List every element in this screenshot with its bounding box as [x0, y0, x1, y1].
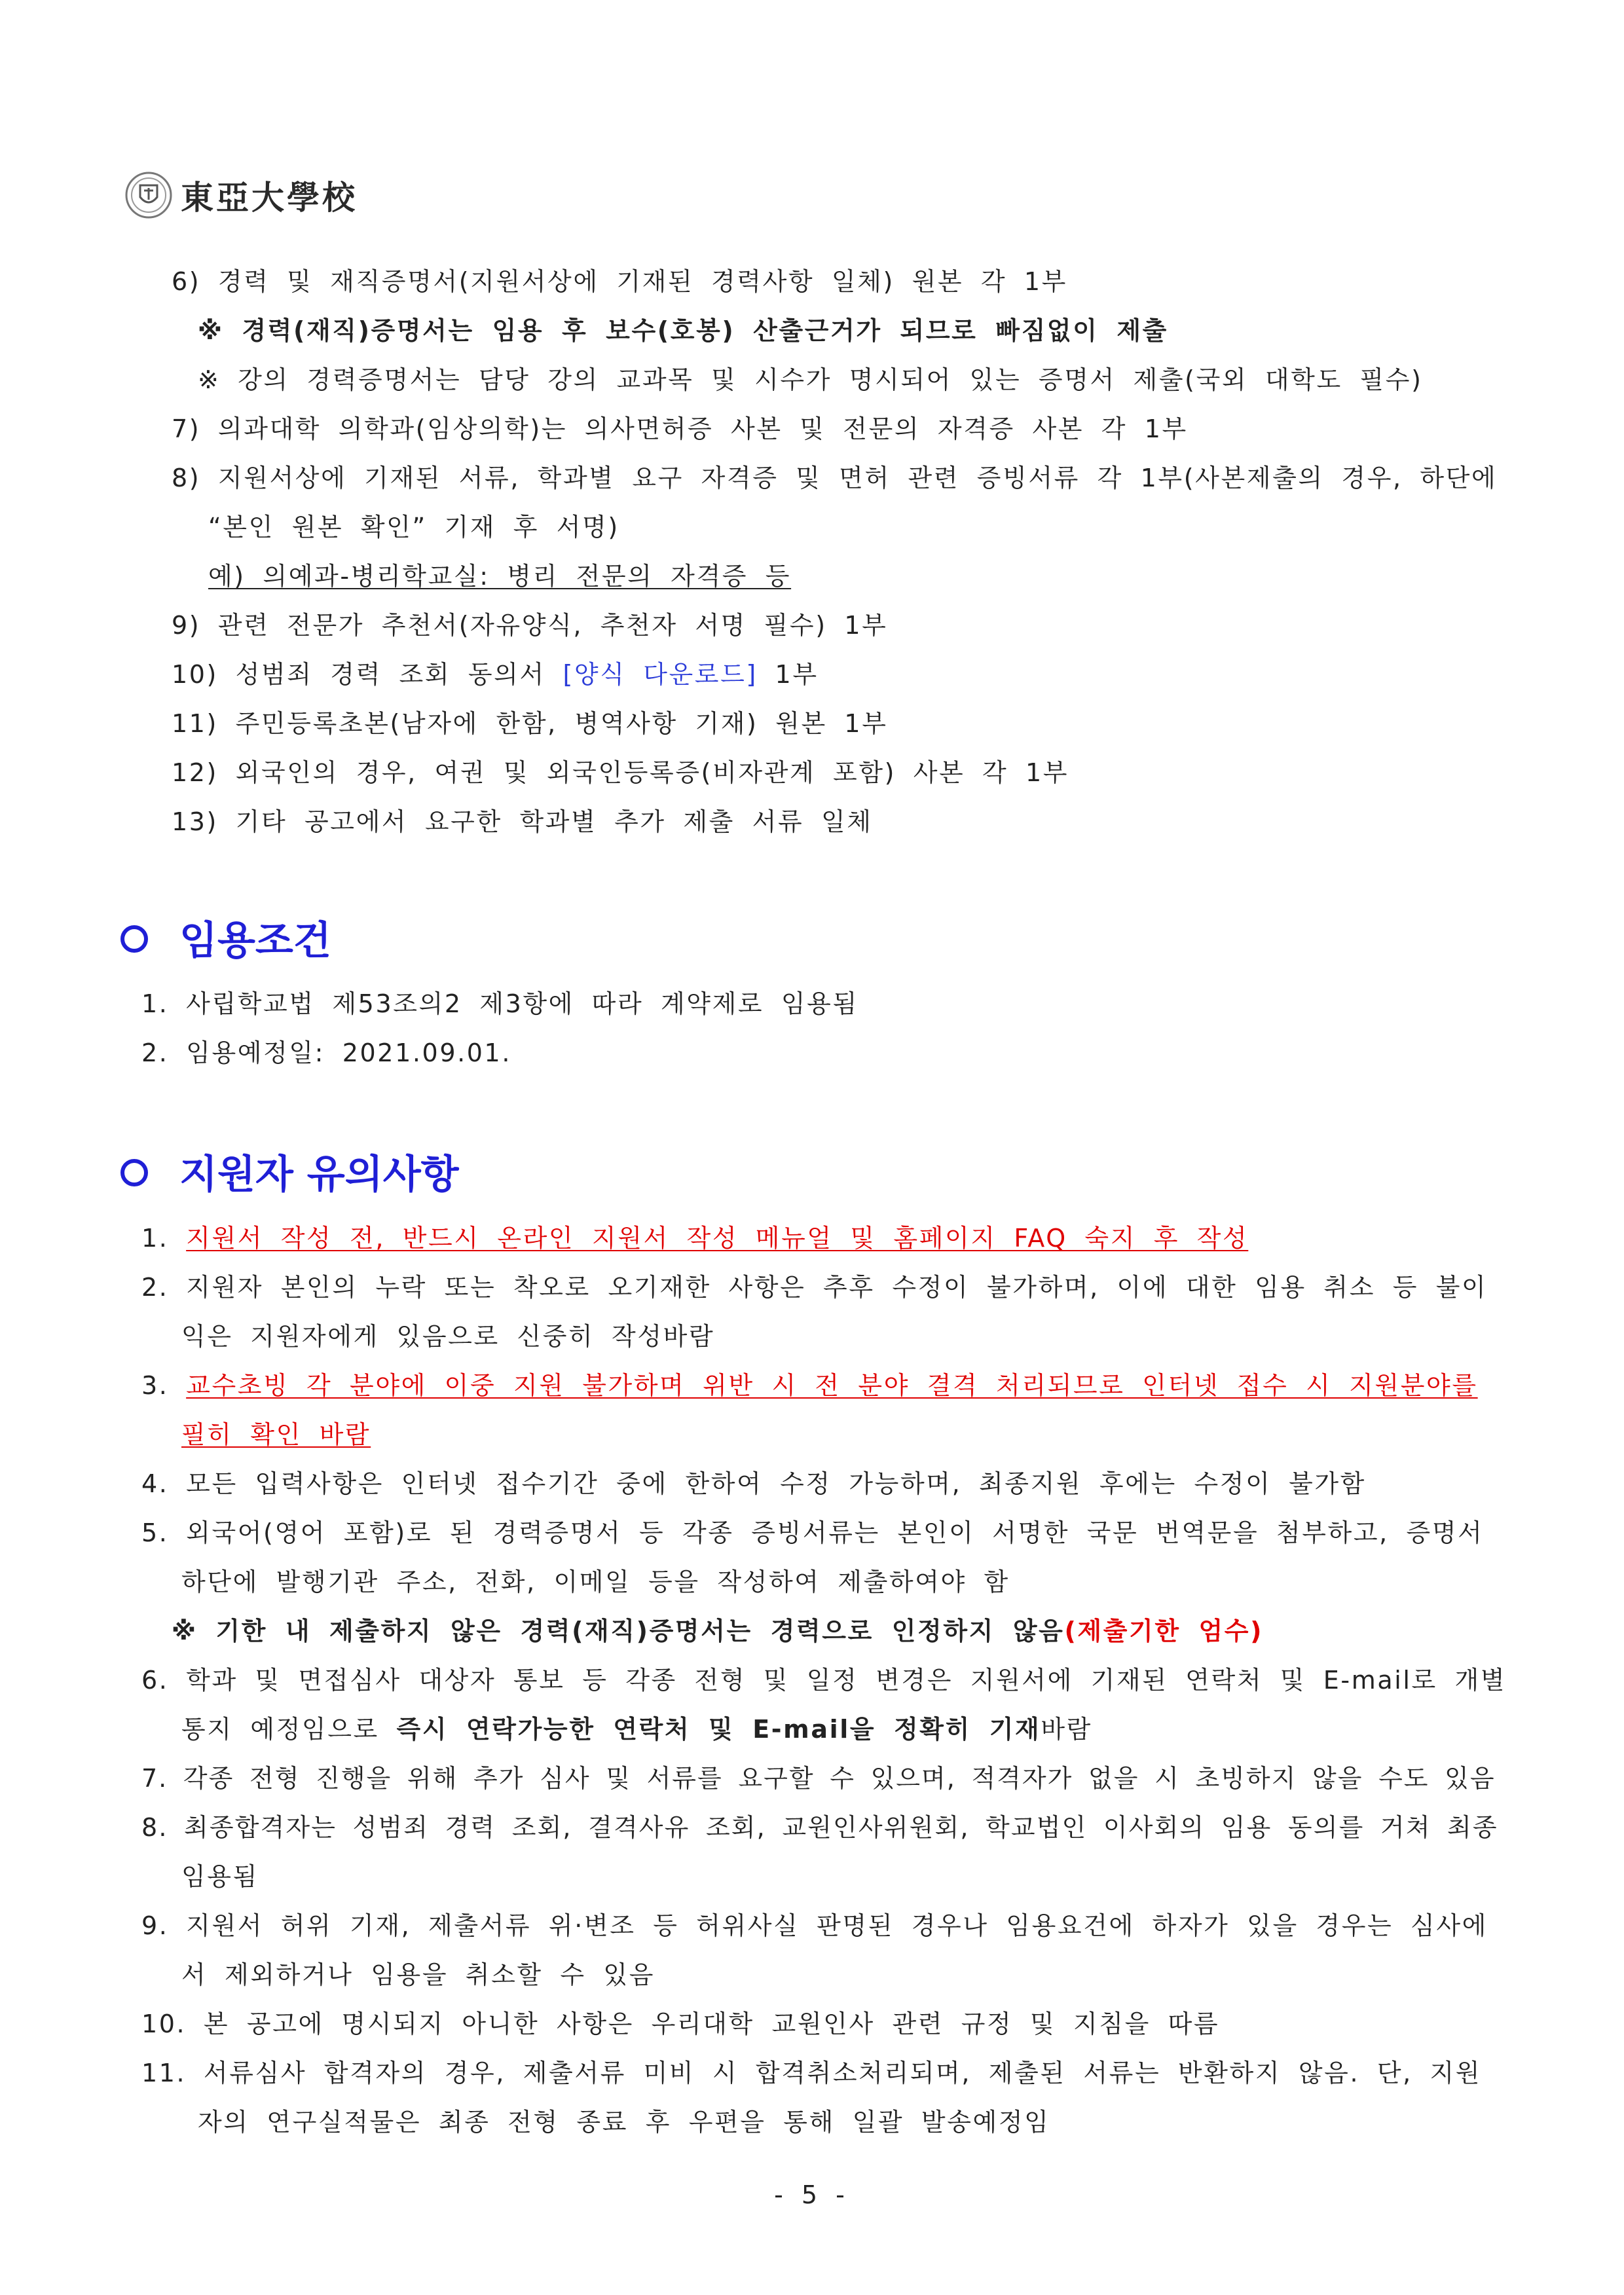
doc-item-7: 7) 의과대학 의학과(임상의학)는 의사면허증 사본 및 전문의 자격증 사본 각 1부: [172, 414, 1188, 443]
note-emphasis: 즉시 연락가능한 연락처 및 E-mail을 정확히 기재: [396, 1715, 1041, 1744]
note-item-3-cont: 필히 확인 바람: [181, 1420, 371, 1449]
note-item-9: 9. 지원서 허위 기재, 제출서류 위·변조 등 허위사실 판명된 경우나 임용요건에 하자가 있을 경우는 심사에: [141, 1911, 1488, 1940]
page-number: - 5 -: [774, 2180, 850, 2209]
note-item-5: 5. 외국어(영어 포함)로 된 경력증명서 등 각종 증빙서류는 본인이 서명한 국문 번역문을 첨부하고, 증명서: [141, 1518, 1484, 1547]
note-item-3-text: 교수초빙 각 분야에 이중 지원 불가하며 위반 시 전 분야 결격 처리되므로 인터넷 접수 시 지원분야를: [186, 1371, 1478, 1400]
note-item-9-cont: 서 제외하거나 임용을 취소할 수 있음: [181, 1960, 655, 1989]
note-item-11-cont: 자의 연구실적물은 최종 전형 종료 후 우편을 통해 일괄 발송예정임: [198, 2108, 1050, 2137]
doc-item-12: 12) 외국인의 경우, 여권 및 외국인등록증(비자관계 포함) 사본 각 1부: [172, 758, 1069, 787]
note-item-10: 10. 본 공고에 명시되지 아니한 사항은 우리대학 교원인사 관련 규정 및 지침을 따름: [141, 2010, 1220, 2038]
condition-item-2: 2. 임용예정일: 2021.09.01.: [141, 1038, 512, 1067]
note-item-8-cont: 임용됨: [181, 1862, 259, 1891]
note-item-1-text: 지원서 작성 전, 반드시 온라인 지원서 작성 메뉴얼 및 홈페이지 FAQ 숙지 후 작성: [186, 1224, 1249, 1253]
note-item-2-cont: 익은 지원자에게 있음으로 신중히 작성바람: [181, 1322, 715, 1351]
section-heading-conditions: [120, 917, 331, 965]
note-item-6: 6. 학과 및 면접심사 대상자 통보 등 각종 전형 및 일정 변경은 지원서에 기재된 연락처 및 E-mail로 개별: [141, 1666, 1507, 1695]
doc-item-9: 9) 관련 전문가 추천서(자유양식, 추천자 서명 필수) 1부: [172, 611, 888, 640]
doc-item-6-note-1: ※ 경력(재직)증명서는 임용 후 보수(호봉) 산출근거가 되므로 빠짐없이 제출: [198, 316, 1168, 345]
note-item-11: 11. 서류심사 합격자의 경우, 제출서류 미비 시 합격취소처리되며, 제출된 서류는 반환하지 않음. 단, 지원: [141, 2059, 1482, 2087]
warning-text: ※ 기한 내 제출하지 않은 경력(재직)증명서는 경력으로 인정하지 않음: [172, 1617, 1065, 1645]
circle-bullet-icon: [120, 925, 148, 953]
university-name: 東亞大學校: [181, 178, 358, 217]
section-title: 임용조건: [179, 918, 331, 964]
doc-item-6: 6) 경력 및 재직증명서(지원서상에 기재된 경력사항 일체) 원본 각 1부: [172, 267, 1067, 296]
note-item-5-warning: [172, 1615, 1263, 1647]
university-seal-icon: [124, 171, 173, 219]
doc-item-8-cont: “본인 원본 확인” 기재 후 서명): [208, 513, 619, 542]
note-text: 통지 예정임으로: [181, 1715, 397, 1744]
warning-deadline: (제출기한 엄수): [1064, 1617, 1264, 1645]
note-text: 바람: [1041, 1715, 1092, 1744]
note-number: 1.: [141, 1224, 187, 1253]
doc-item-10: [172, 658, 819, 691]
section-heading-notes: [120, 1150, 459, 1199]
condition-item-1: 1. 사립학교법 제53조의2 제3항에 따라 계약제로 임용됨: [141, 989, 858, 1018]
note-item-1: [141, 1222, 1248, 1255]
doc-item-11: 11) 주민등록초본(남자에 한함, 병역사항 기재) 원본 1부: [172, 709, 888, 738]
doc-item-8: 8) 지원서상에 기재된 서류, 학과별 요구 자격증 및 면허 관련 증빙서류 각 1부(사본제출의 경우, 하단에: [172, 464, 1498, 492]
university-logo: [124, 162, 358, 228]
note-item-5-cont: 하단에 발행기관 주소, 전화, 이메일 등을 작성하여 제출하여야 함: [181, 1568, 1010, 1596]
circle-bullet-icon: [120, 1159, 148, 1186]
doc-item-13: 13) 기타 공고에서 요구한 학과별 추가 제출 서류 일체: [172, 807, 873, 836]
note-item-4: 4. 모든 입력사항은 인터넷 접수기간 중에 한하여 수정 가능하며, 최종지원 후에는 수정이 불가함: [141, 1469, 1366, 1498]
doc-item-6-note-2: ※ 강의 경력증명서는 담당 강의 교과목 및 시수가 명시되어 있는 증명서 제출(국외 대학도 필수): [198, 365, 1423, 394]
note-item-2: 2. 지원자 본인의 누락 또는 착오로 오기재한 사항은 추후 수정이 불가하며, 이에 대한 임용 취소 등 불이: [141, 1273, 1488, 1302]
doc-item-8-example: 예) 의예과-병리학교실: 병리 전문의 자격증 등: [208, 562, 792, 591]
doc-item-10-text: 10) 성범죄 경력 조회 동의서: [172, 660, 563, 689]
section-title: 지원자 유의사항: [179, 1152, 459, 1198]
form-download-link[interactable]: [양식 다운로드]: [563, 660, 758, 689]
note-item-8: 8. 최종합격자는 성범죄 경력 조회, 결격사유 조회, 교원인사위원회, 학교법인 이사회의 임용 동의를 거쳐 최종: [141, 1813, 1498, 1842]
note-item-6-cont: [181, 1713, 1092, 1746]
note-item-7: 7. 각종 전형 진행을 위해 추가 심사 및 서류를 요구할 수 있으며, 적격자가 없을 시 초빙하지 않을 수도 있음: [141, 1764, 1496, 1793]
doc-item-10-suffix: 1부: [757, 660, 819, 689]
note-number: 3.: [141, 1371, 187, 1400]
note-item-3: [141, 1369, 1478, 1402]
